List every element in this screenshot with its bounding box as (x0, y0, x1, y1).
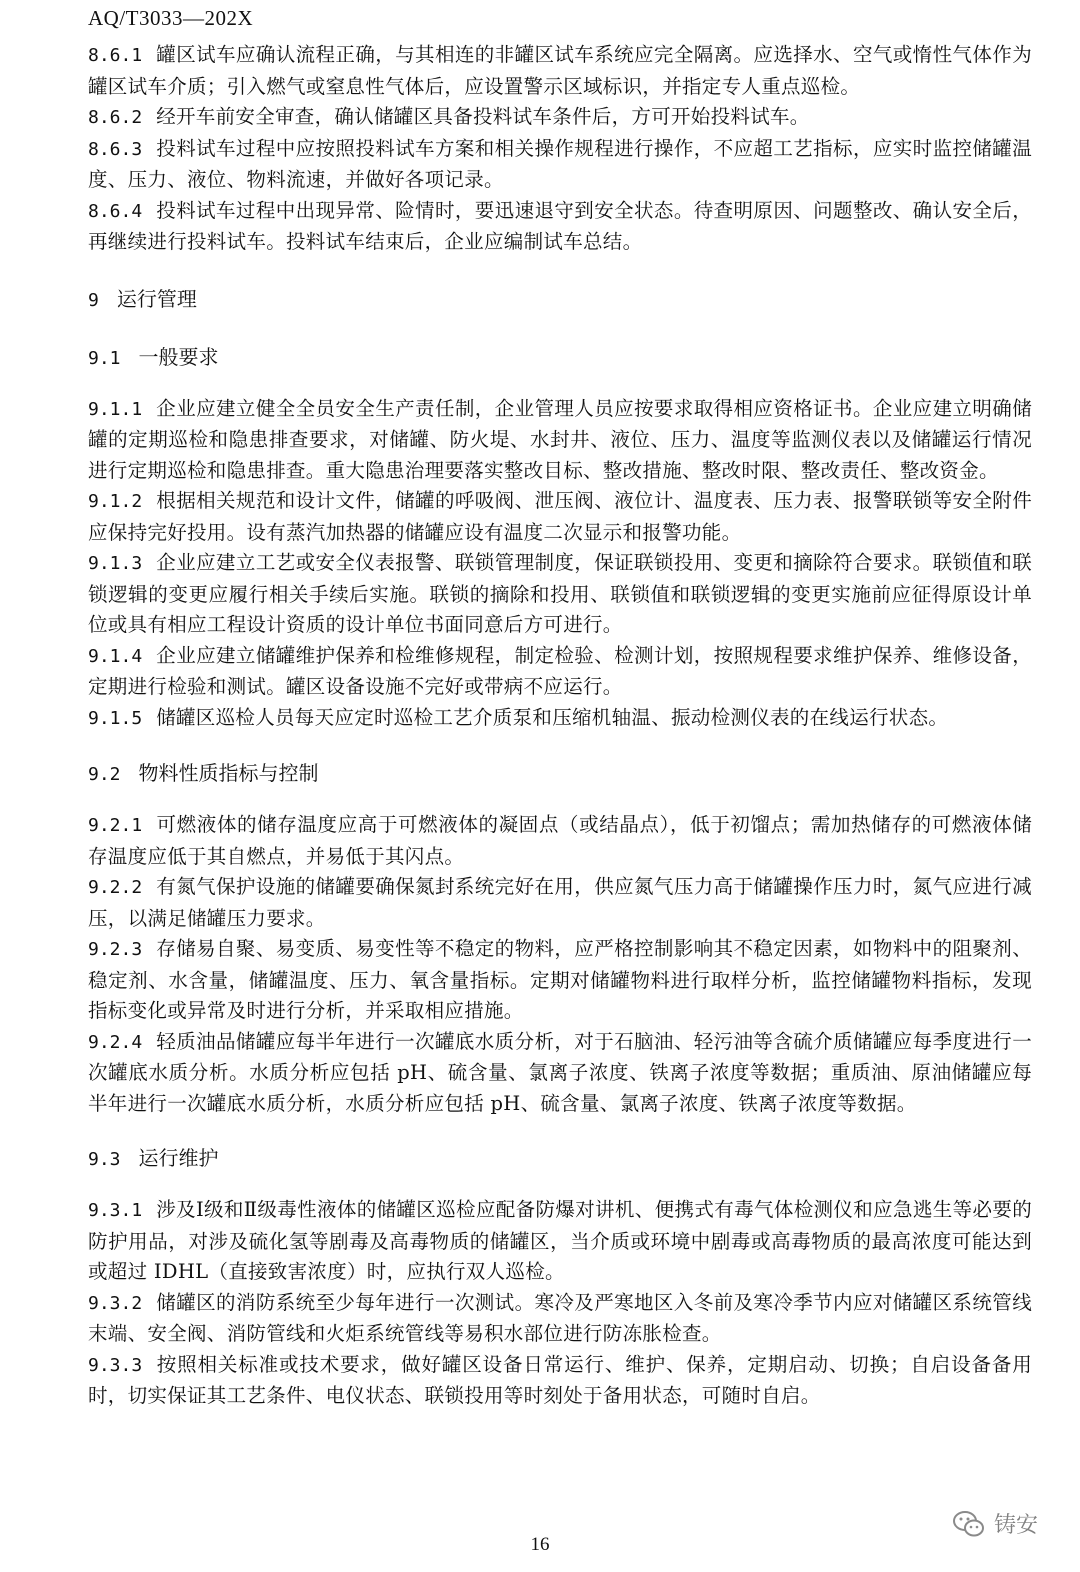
clause-number: 8.6.1 (88, 45, 143, 66)
subsection-title: 物料性质指标与控制 (138, 761, 319, 785)
clause-number: 9.2.3 (88, 939, 143, 960)
clause-number: 9.3.1 (88, 1200, 143, 1221)
clause-9-2-1 (88, 810, 1032, 872)
clause-text: 轻质油品储罐应每半年进行一次罐底水质分析，对于石脑油、轻污油等含硫介质储罐应每季度进行一次罐底水质分析。水质分析应包括 pH、硫含量、氯离子浓度、铁离子浓度等数据；重质油、原油储罐应每半年进行一次罐底水质分析，水质分析应包括 pH、硫含量、氯离子浓度、铁离子浓度等数据。 (88, 1029, 1032, 1115)
clause-9-1-5 (88, 703, 1032, 735)
subsection-title: 一般要求 (138, 344, 219, 369)
clause-9-2-2 (88, 872, 1032, 934)
clause-text: 根据相关规范和设计文件，储罐的呼吸阀、泄压阀、液位计、温度表、压力表、报警联锁等安全附件应保持完好投用。设有蒸汽加热器的储罐应设有温度二次显示和报警功能。 (88, 489, 1032, 544)
clause-number: 9.1.4 (88, 645, 143, 667)
clause-9-1-1 (88, 394, 1032, 487)
subsection-number: 9.2 (88, 764, 121, 785)
clause-text: 可燃液体的储存温度应高于可燃液体的凝固点（或结晶点），低于初馏点；需加热储存的可燃液体储存温度应低于其自燃点，并易低于其闪点。 (88, 813, 1032, 868)
clause-number: 9.2.4 (88, 1031, 143, 1053)
clause-text: 储罐区的消防系统至少每年进行一次测试。寒冷及严寒地区入冬前及寒冷季节内应对储罐区系统管线末端、安全阀、消防管线和火炬系统管线等易积水部位进行防冻胀检查。 (88, 1290, 1032, 1345)
document-code: AQ/T3033—202X (88, 6, 254, 30)
clause-number: 8.6.4 (88, 200, 143, 222)
clause-text: 罐区试车应确认流程正确，与其相连的非罐区试车系统应完全隔离。应选择水、空气或惰性气体作为罐区试车介质；引入燃气或窒息性气体后，应设置警示区域标识，并指定专人重点巡检。 (88, 43, 1032, 98)
clause-number: 9.1.2 (88, 491, 143, 512)
subsection-number: 9.1 (88, 347, 121, 369)
clause-9-1-4 (88, 641, 1032, 703)
clause-text: 企业应建立储罐维护保养和检维修规程，制定检验、检测计划，按照规程要求维护保养、维修设备，定期进行检验和测试。罐区设备设施不完好或带病不应运行。 (88, 643, 1032, 698)
section-number: 9 (88, 289, 99, 311)
subsection-heading-9-2 (88, 758, 1032, 790)
clause-text: 涉及Ⅰ级和Ⅱ级毒性液体的储罐区巡检应配备防爆对讲机、便携式有毒气体检测仪和应急逃生等必要的防护用品，对涉及硫化氢等剧毒及高毒物质的储罐区，当介质或环境中剧毒或高毒物质的最高浓度可能达到或超过 IDHL（直接致害浓度）时，应执行双人巡检。 (88, 1198, 1032, 1283)
clause-9-3-2 (88, 1288, 1032, 1350)
clause-9-1-3 (88, 548, 1032, 641)
clause-text: 投料试车过程中应按照投料试车方案和相关操作规程进行操作，不应超工艺指标，应实时监控储罐温度、压力、液位、物料流速，并做好各项记录。 (88, 136, 1032, 191)
subsection-heading-9-1 (88, 342, 1032, 374)
section-heading-9 (88, 284, 1032, 316)
clause-text: 企业应建立工艺或安全仪表报警、联锁管理制度，保证联锁投用、变更和摘除符合要求。联锁值和联锁逻辑的变更应履行相关手续后实施。联锁的摘除和投用、联锁值和联锁逻辑的变更实施前应征得原设计单位或具有相应工程设计资质的设计单位书面同意后方可进行。 (88, 551, 1032, 636)
clause-8-6-3 (88, 134, 1032, 196)
clause-number: 8.6.3 (88, 138, 143, 160)
clause-number: 9.1.5 (88, 707, 143, 729)
clause-number: 9.3.2 (88, 1292, 143, 1314)
clause-text: 投料试车过程中出现异常、险情时，要迅速退守到安全状态。待查明原因、问题整改、确认安全后，再继续进行投料试车。投料试车结束后，企业应编制试车总结。 (88, 198, 1032, 253)
clause-9-1-2 (88, 486, 1032, 548)
clause-text: 存储易自聚、易变质、易变性等不稳定的物料，应严格控制影响其不稳定因素，如物料中的阻聚剂、稳定剂、水含量，储罐温度、压力、氧含量指标。定期对储罐物料进行取样分析，监控储罐物料指标，发现指标变化或异常及时进行分析，并采取相应措施。 (88, 937, 1032, 1022)
clause-text: 有氮气保护设施的储罐要确保氮封系统完好在用，供应氮气压力高于储罐操作压力时，氮气应进行减压，以满足储罐压力要求。 (88, 875, 1032, 930)
document-body (88, 40, 1032, 1412)
clause-9-3-3 (88, 1350, 1032, 1412)
clause-9-3-1 (88, 1195, 1032, 1288)
section-title: 运行管理 (116, 286, 197, 311)
clause-text: 经开车前安全审查，确认储罐区具备投料试车条件后，方可开始投料试车。 (156, 105, 810, 128)
clause-9-2-4 (88, 1027, 1032, 1120)
subsection-title: 运行维护 (138, 1146, 219, 1170)
clause-text: 按照相关标准或技术要求，做好罐区设备日常运行、维护、保养，定期启动、切换；自启设备备用时，切实保证其工艺条件、电仪状态、联锁投用等时刻处于备用状态，可随时自启。 (88, 1352, 1032, 1407)
subsection-number: 9.3 (88, 1149, 121, 1170)
clause-number: 8.6.2 (88, 107, 143, 128)
clause-8-6-2 (88, 102, 1032, 134)
clause-number: 9.1.1 (88, 398, 143, 420)
clause-8-6-4 (88, 196, 1032, 258)
watermark-text: 铸安 (994, 1513, 1039, 1538)
clause-number: 9.1.3 (88, 553, 143, 574)
clause-number: 9.3.3 (88, 1354, 143, 1376)
subsection-heading-9-3 (88, 1143, 1032, 1175)
clause-text: 储罐区巡检人员每天应定时巡检工艺介质泵和压缩机轴温、振动检测仪表的在线运行状态。 (156, 705, 949, 729)
clause-text: 企业应建立健全全员安全生产责任制，企业管理人员应按要求取得相应资格证书。企业应建立明确储罐的定期巡检和隐患排查要求，对储罐、防火堤、水封井、液位、压力、温度等监测仪表以及储罐运行情况进行定期巡检和隐患排查。重大隐患治理要落实整改目标、整改措施、整改时限、整改责任、整改资金。 (88, 396, 1032, 482)
clause-9-2-3 (88, 934, 1032, 1027)
clause-number: 9.2.2 (88, 877, 143, 898)
wechat-icon (952, 1509, 986, 1539)
watermark (952, 1508, 1038, 1539)
clause-8-6-1 (88, 40, 1032, 102)
clause-number: 9.2.1 (88, 815, 143, 836)
page-number: 16 (530, 1534, 550, 1555)
